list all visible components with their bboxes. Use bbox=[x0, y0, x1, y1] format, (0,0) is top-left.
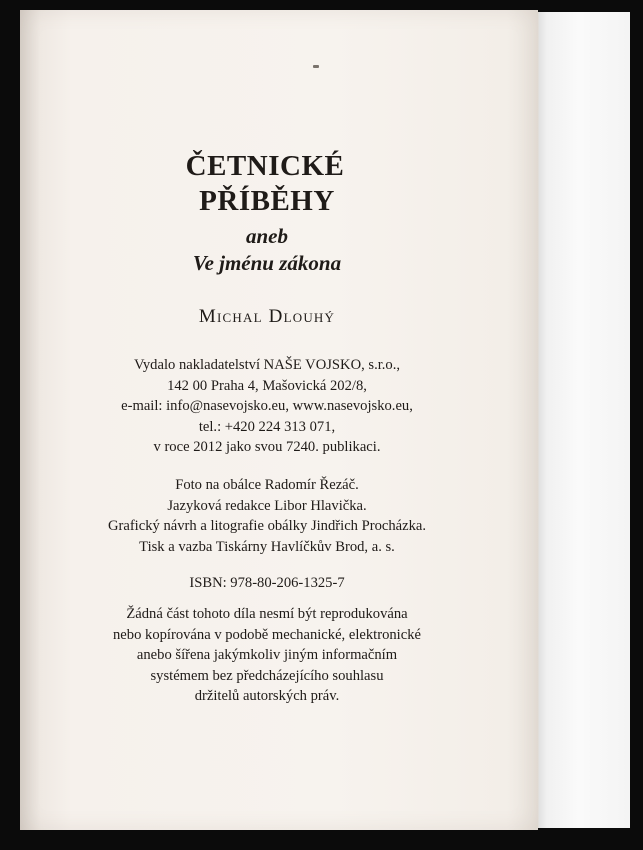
copyright-line: Žádná část tohoto díla nesmí být reprodukována bbox=[126, 606, 408, 622]
isbn-text: ISBN: 978-80-206-1325-7 bbox=[189, 575, 345, 591]
isbn-number bbox=[8, 573, 526, 594]
book-subtitle: Ve jménu zákona bbox=[192, 251, 342, 275]
publisher-info bbox=[8, 355, 526, 458]
publisher-line: Vydalo nakladatelství NAŠE VOJSKO, s.r.o., bbox=[133, 357, 401, 373]
publisher-line: e-mail: info@nasevojsko.eu, www.nasevojsko.eu, bbox=[121, 398, 413, 414]
book-title-line-1: ČETNICKÉ bbox=[185, 150, 345, 182]
copyright-line: systémem bez předcházejícího souhlasu bbox=[150, 667, 384, 684]
publisher-line: tel.: +420 224 313 071, bbox=[198, 418, 336, 435]
credits-info bbox=[8, 475, 526, 557]
copyright-line: anebo šířena jakýmkoliv jiným informačním bbox=[136, 647, 398, 663]
copyright-notice bbox=[8, 604, 526, 707]
faint-print-mark bbox=[313, 65, 319, 68]
page-edge-stack bbox=[536, 12, 630, 828]
publisher-line: v roce 2012 jako svou 7240. publikaci. bbox=[153, 439, 381, 455]
credits-line: Jazyková redakce Libor Hlavička. bbox=[167, 497, 367, 514]
credits-line: Foto na obálce Radomír Řezáč. bbox=[175, 477, 359, 493]
copyright-line: nebo kopírována v podobě mechanické, elektronické bbox=[113, 626, 421, 643]
book-title-line-2: PŘÍBĚHY bbox=[199, 185, 335, 217]
book-page bbox=[20, 10, 538, 830]
credits-line: Tisk a vazba Tiskárny Havlíčkův Brod, a. s. bbox=[139, 538, 395, 555]
author-name: Michal Dlouhý bbox=[198, 306, 336, 327]
copyright-line: držitelů autorských práv. bbox=[194, 688, 340, 704]
publisher-line: 142 00 Praha 4, Mašovická 202/8, bbox=[167, 377, 367, 394]
subtitle-connector: aneb bbox=[246, 224, 288, 248]
credits-line: Grafický návrh a litografie obálky Jindřich Procházka. bbox=[107, 518, 427, 534]
